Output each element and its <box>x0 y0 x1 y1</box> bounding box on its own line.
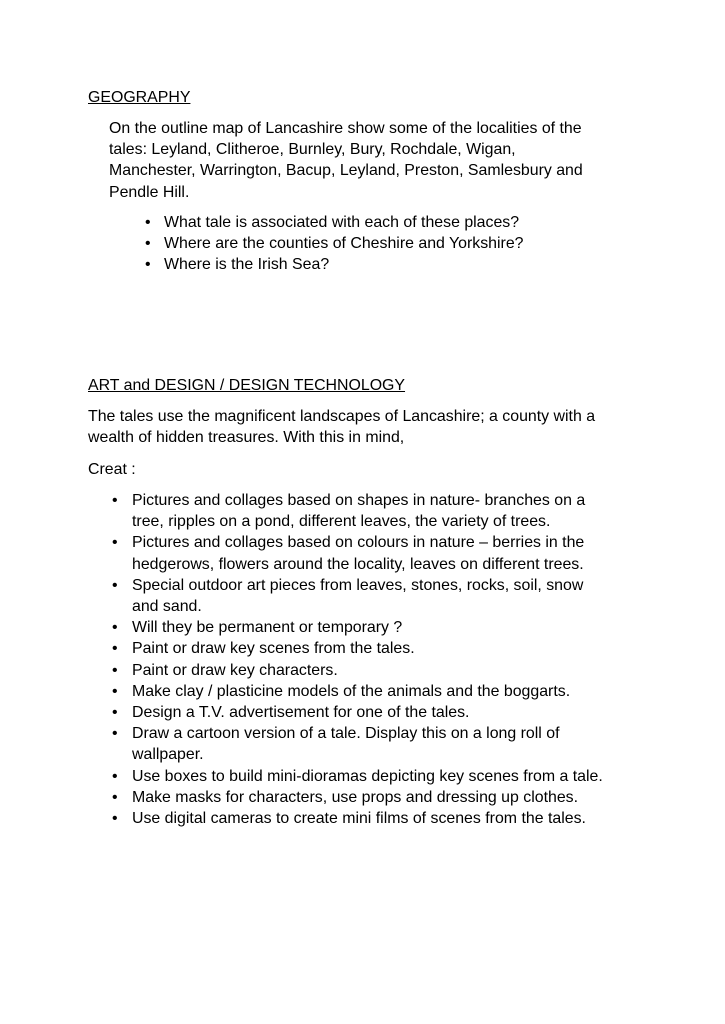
list-item <box>112 766 672 787</box>
activity-text: Pictures and collages based on colours in nature – berries in the <box>132 534 585 552</box>
geography-heading: GEOGRAPHY <box>88 89 191 106</box>
activity-text: Draw a cartoon version of a tale. Display this on a long roll of <box>132 725 560 743</box>
geography-intro-line: Manchester, Warrington, Bacup, Leyland, Preston, Samlesbury and <box>109 162 583 180</box>
bullet-icon: • <box>112 640 118 658</box>
geography-intro <box>109 118 639 203</box>
bullet-icon: • <box>145 256 151 274</box>
bullet-icon: • <box>145 214 151 231</box>
bullet-icon: • <box>145 235 151 253</box>
geography-intro-line: On the outline map of Lancashire show some of the localities of the <box>109 120 582 137</box>
list-item <box>112 660 672 681</box>
bullet-icon: • <box>112 767 118 785</box>
bullet-icon: • <box>112 619 118 637</box>
activity-text: hedgerows, flowers around the locality, leaves on different trees. <box>132 555 584 573</box>
bullet-icon: • <box>112 788 118 806</box>
creat-label: Creat : <box>88 461 136 478</box>
bullet-icon: • <box>112 534 118 552</box>
activity-text: Pictures and collages based on shapes in nature- branches on a <box>132 492 586 509</box>
art-design-heading: ART and DESIGN / DESIGN TECHNOLOGY <box>88 377 406 394</box>
geography-intro-line: Pendle Hill. <box>109 183 190 201</box>
activity-text: wallpaper. <box>132 746 204 764</box>
art-intro-line: The tales use the magnificent landscapes of Lancashire; a county with a <box>88 408 596 425</box>
activity-text: Will they be permanent or temporary ? <box>132 619 403 637</box>
activity-text: tree, ripples on a pond, different leaves, the variety of trees. <box>132 513 551 531</box>
geography-question-list <box>145 212 665 276</box>
bullet-icon: • <box>112 682 118 700</box>
bullet-icon: • <box>112 576 118 594</box>
activity-text: Make masks for characters, use props and dressing up clothes. <box>132 788 579 806</box>
list-item <box>112 638 672 659</box>
activity-list <box>112 490 672 829</box>
bullet-icon: • <box>112 810 118 828</box>
bullet-icon: • <box>112 661 118 679</box>
list-item <box>145 233 665 254</box>
list-item <box>112 808 672 829</box>
activity-text: Special outdoor art pieces from leaves, stones, rocks, soil, snow <box>132 576 584 594</box>
activity-text: Use digital cameras to create mini films of scenes from the tales. <box>132 810 586 828</box>
list-item <box>112 575 672 617</box>
list-item <box>112 787 672 808</box>
activity-text: Use boxes to build mini-dioramas depicting key scenes from a tale. <box>132 767 603 785</box>
list-item <box>112 723 672 765</box>
activity-text: Make clay / plasticine models of the animals and the boggarts. <box>132 682 571 700</box>
activity-text: Paint or draw key characters. <box>132 661 338 679</box>
bullet-icon: • <box>112 704 118 722</box>
list-item <box>112 702 672 723</box>
activity-text: and sand. <box>132 598 202 616</box>
list-item <box>145 212 665 233</box>
question-text: Where are the counties of Cheshire and Yorkshire? <box>164 235 524 253</box>
art-intro-line: wealth of hidden treasures. With this in mind, <box>88 429 405 447</box>
bullet-icon: • <box>112 492 118 509</box>
list-item <box>112 617 672 638</box>
question-text: What tale is associated with each of these places? <box>164 214 520 231</box>
list-item <box>112 490 672 532</box>
activity-text: Design a T.V. advertisement for one of the tales. <box>132 704 470 722</box>
geography-intro-line: tales: Leyland, Clitheroe, Burnley, Bury, Rochdale, Wigan, <box>109 141 516 159</box>
list-item <box>112 681 672 702</box>
art-intro <box>88 406 648 448</box>
list-item <box>145 254 665 275</box>
list-item <box>112 532 672 574</box>
question-text: Where is the Irish Sea? <box>164 256 330 274</box>
bullet-icon: • <box>112 725 118 743</box>
activity-text: Paint or draw key scenes from the tales. <box>132 640 415 658</box>
